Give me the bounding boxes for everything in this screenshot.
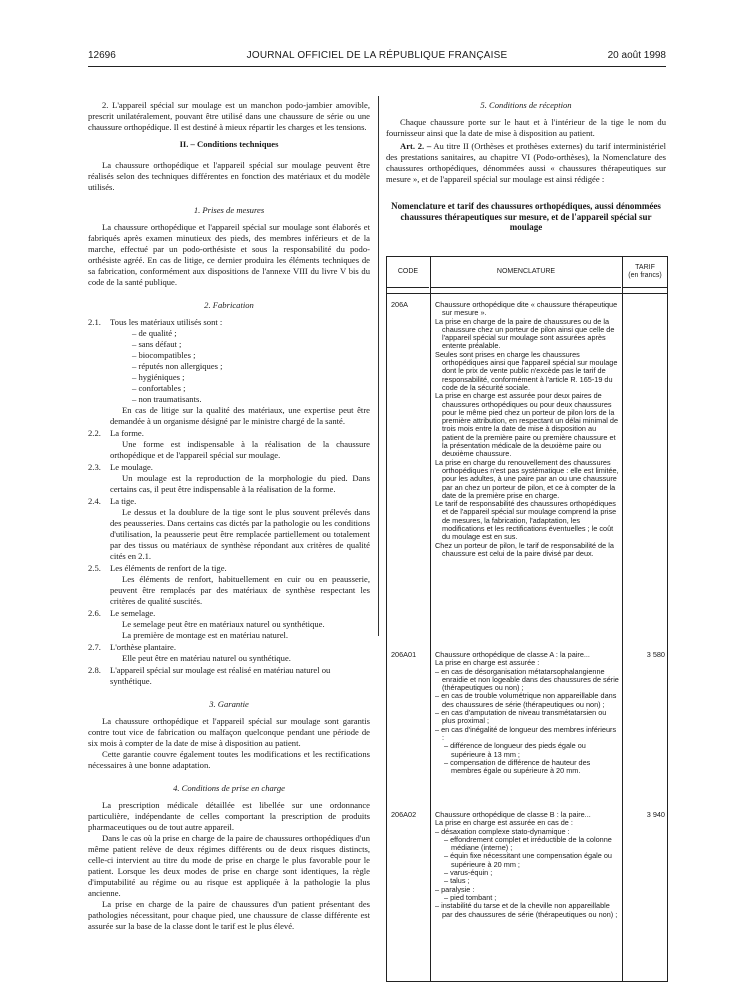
row-paragraph: Chaussure orthopédique dite « chaussure thérapeutique sur mesure ».: [435, 300, 618, 318]
subsection-title-1: 1. Prises de mesures: [193, 205, 265, 215]
item-text: Un moulage est la reproduction de la morphologie du pied. Dans certains cas, il peut être indispensable à la réalisation de la forme.: [110, 473, 370, 494]
nomenclature-table: [386, 256, 668, 982]
subsection-text-4a: La prescription médicale détaillée est libellée sur une ordonnance particulière, indépendante de celles comportant la prescription de produits pharmaceutiques ou de tout autre appareil.: [88, 800, 370, 832]
row-subtitle: La prise en charge est assurée :: [435, 658, 540, 668]
subsection-text-4b: Dans le cas où la prise en charge de la paire de chaussures orthopédiques d'un même patient relève de deux régimes différents ou de deux risques distincts, celle-ci intervient au titre du mode de prise en charge le plus favorable pour le patient. Lorsque les deux modes de prise en charge sont identiques, la règle d'imputabilité au régime ou au risque est appliquée à la pathologie la plus ancienne.: [88, 833, 370, 898]
row-subitem: – effondrement complet et irréductible de la colonne médiane (interne) ;: [444, 834, 612, 853]
item-2-8: [88, 665, 370, 687]
row-paragraph: La prise en charge de la paire de chaussures ou de la chaussure chez un porteur de pilon ainsi que celle de l'appareil spécial sur moulage sont assurées après entente préalable.: [435, 316, 615, 351]
column-rule: [430, 257, 431, 981]
item-heading: L'orthèse plantaire.: [110, 642, 176, 652]
column-rule: [622, 257, 623, 981]
item-heading: Les éléments de renfort de la tige.: [110, 563, 227, 573]
row-description: [435, 301, 619, 558]
subsection-title-4: 4. Conditions de prise en charge: [173, 783, 285, 793]
intro-paragraph: 2. L'appareil spécial sur moulage est un manchon podo-jambier amovible, prescrit unilatéralement, pouvant être utilisé dans une chaussure de série ou une chaussure orthopédique. Il est destiné à mieux répartir les charges et les tensions.: [88, 100, 370, 132]
header-rule: [88, 66, 666, 67]
item-heading: Tous les matériaux utilisés sont :: [110, 317, 223, 327]
page-header: [88, 50, 666, 64]
list-item: – biocompatibles ;: [132, 350, 370, 361]
item-number: 2.6.: [88, 608, 101, 618]
item-text: Elle peut être en matériau naturel ou synthétique.: [122, 653, 291, 663]
subsection-text-3b: Cette garantie couvre également toutes les modifications et les rectifications nécessaires à une bonne adaptation.: [88, 749, 370, 770]
subsection-text-3a: La chaussure orthopédique et l'appareil spécial sur moulage sont garantis contre tout vice de fabrication ou malfaçon quelconque pendant une période de six mois à compter de la date de mise à disposition au patient.: [88, 716, 370, 748]
item-number: 2.5.: [88, 563, 101, 573]
row-description: [435, 651, 619, 775]
item-heading: Le semelage.: [110, 608, 156, 618]
article-text: Au titre II (Orthèses et prothèses externes) du tarif interministériel des prestations sanitaires, au chapitre VI (Podo-orthèses), la Nomenclature des chaussures orthopédiques, dénommées aussi « chaussures thérapeutiques sur mesure », et de l'appareil spécial sur moulage est ainsi rédigée :: [386, 141, 666, 184]
row-paragraph: La prise en charge du renouvellement des chaussures orthopédiques n'est pas systématique : elle est limitée, pour les adultes, à une paire par an ou une chaussure par an chez un porteur de pilon, et ce à compter de la date de la première prise en charge.: [435, 457, 619, 500]
right-column: [386, 100, 666, 233]
row-tarif: 3 580: [646, 650, 665, 659]
list-item: – de qualité ;: [132, 328, 370, 339]
row-paragraph: Seules sont prises en charge les chaussures orthopédiques ainsi que l'appareil spécial sur moulage dont le prix de vente public n'excède pas le tarif de responsabilité, conformément à l'article R. 165-19 du code de la sécurité sociale.: [435, 349, 618, 392]
item-text: L'appareil spécial sur moulage est réalisé en matériau naturel ou synthétique.: [110, 665, 331, 686]
row-item: – en cas d'inégalité de longueur des membres inférieurs :: [435, 724, 617, 742]
row-subitem: – talus ;: [444, 876, 470, 886]
item-text: Une forme est indispensable à la réalisation de la chaussure orthopédique et de l'appareil spécial sur moulage.: [110, 439, 370, 460]
row-subitem: – différence de longueur des pieds égale ou supérieure à 13 mm ;: [444, 741, 586, 759]
item-text: Le semelage peut être en matériaux naturel ou synthétique.: [122, 619, 325, 629]
row-item: – paralysie :: [435, 884, 475, 894]
item-text: Les éléments de renfort, habituellement en cuir ou en peausserie, peuvent être remplacés par des matériaux de synthèse respectant les critères de qualité suscités.: [110, 574, 370, 606]
column-divider: [378, 96, 379, 636]
item-2-3: [88, 462, 370, 473]
row-item: – en cas de désorganisation métatarsophalangienne enraidie et non logeable dans des chaussures de série (thérapeutiques ou non) ;: [435, 666, 619, 693]
section-title: II. – Conditions techniques: [179, 139, 279, 149]
item-heading: La tige.: [110, 496, 137, 506]
item-2-6: [88, 608, 370, 619]
item-text: Le dessus et la doublure de la tige sont le plus souvent prélevés dans des peausseries. Dans certains cas dictés par la pathologie ou les conditions d'utilisation, la peausserie peut être remplacée partiellement ou totalement par des tissus ou matériaux de synthèse répondant aux critères de qualité cités en 2.1.: [110, 507, 370, 561]
row-code: 206A01: [391, 650, 417, 659]
item-number: 2.1.: [88, 317, 101, 327]
item-2-5: [88, 563, 370, 574]
nomenclature-title: Nomenclature et tarif des chaussures orthopédiques, aussi dénommées chaussures thérapeutiques sur mesure, et de l'appareil spécial sur moulage: [391, 201, 661, 232]
row-paragraph: Chez un porteur de pilon, le tarif de responsabilité de la chaussure est celui de la paire divisé par deux.: [435, 540, 614, 558]
item-number: 2.8.: [88, 665, 101, 675]
header-spacer: [387, 287, 667, 294]
publication-date: 20 août 1998: [607, 50, 666, 61]
subsection-text-1: La chaussure orthopédique et l'appareil spécial sur moulage sont élaborés et fabriqués après examen minutieux des pieds, des membres inférieurs et de la marche, effectué par un podo-orthésiste et sous la responsabilité du podo-orthésiste agréé. En cas de litige, ce dernier produira les éléments techniques de sa fabrication, conformément aux dispositions de l'annexe VIII du livre V bis du code de la santé publique.: [88, 222, 370, 287]
section-intro: La chaussure orthopédique et l'appareil spécial sur moulage peuvent être réalisés selon des techniques différentes en fonction des matériaux et du modèle utilisés.: [88, 160, 370, 192]
item-number: 2.2.: [88, 428, 101, 438]
list-item: – réputés non allergiques ;: [132, 361, 370, 372]
row-title: Chaussure orthopédique de classe B : la paire...: [435, 810, 591, 819]
left-column: [88, 100, 370, 932]
item-2-7: [88, 642, 370, 653]
row-item: – en cas d'amputation de niveau transmétatarsien ou plus proximal ;: [435, 708, 607, 726]
header-code: CODE: [387, 257, 429, 288]
row-item: – instabilité du tarse et de la cheville non appareillable par des chaussures de série (thérapeutiques ou non) ;: [435, 901, 618, 919]
item-text: En cas de litige sur la qualité des matériaux, une expertise peut être demandée à un organisme désigné par le ministre chargé de la santé.: [110, 405, 370, 426]
item-number: 2.3.: [88, 462, 101, 472]
row-code: 206A02: [391, 810, 417, 819]
row-description: [435, 811, 619, 919]
subsection-title-5: 5. Conditions de réception: [480, 100, 572, 110]
item-number: 2.7.: [88, 642, 101, 652]
header-tarif-unit: (en francs): [628, 272, 662, 279]
row-subitem: – varus-équin ;: [444, 868, 493, 878]
materials-list: [88, 328, 370, 405]
item-heading: La forme.: [110, 428, 144, 438]
item-2-2: [88, 428, 370, 439]
item-2-4: [88, 496, 370, 507]
item-text: La première de montage est en matériau naturel.: [122, 630, 289, 640]
list-item: – non traumatisants.: [132, 394, 370, 405]
subsection-title-2: 2. Fabrication: [204, 300, 254, 310]
row-item: – désaxation complexe stato-dynamique :: [435, 826, 570, 836]
header-tarif-label: TARIF: [635, 264, 655, 271]
list-item: – hygiéniques ;: [132, 372, 370, 383]
list-item: – confortables ;: [132, 383, 370, 394]
page-number: 12696: [88, 50, 116, 61]
header-tarif: [623, 257, 667, 288]
row-paragraph: La prise en charge est assurée pour deux paires de chaussures orthopédiques ou pour deux chaussures pour le même pied chez un porteur de pilon lors de la première attribution, en respectant un délai minimal de trois mois entre la date de mise à disposition au patient de la première paire ou première chaussure et la présentation médicale de la deuxième paire ou deuxième chaussure.: [435, 391, 619, 459]
item-heading: Le moulage.: [110, 462, 153, 472]
row-item: – en cas de trouble volumétrique non appareillable dans des chaussures de série (thérapeutiques ou non) ;: [435, 691, 617, 709]
list-item: – sans défaut ;: [132, 339, 370, 350]
journal-title: JOURNAL OFFICIEL DE LA RÉPUBLIQUE FRANÇAISE: [246, 50, 508, 61]
header-nomenclature: NOMENCLATURE: [431, 257, 621, 288]
item-number: 2.4.: [88, 496, 101, 506]
row-subitem: – compensation de différence de hauteur des membres égale ou supérieure à 20 mm.: [444, 757, 591, 776]
subsection-title-3: 3. Garantie: [209, 699, 249, 709]
row-subtitle: La prise en charge est assurée en cas de :: [435, 818, 573, 828]
item-2-1: [88, 317, 370, 328]
subsection-text-4c: La prise en charge de la paire de chaussures d'un patient présentant des pathologies nécessitant, pour chaque pied, une chaussure de classe différente est assurée sur la base de la classe dont le tarif est le plus élevé.: [88, 899, 370, 931]
row-title: Chaussure orthopédique de classe A : la paire...: [435, 650, 590, 659]
subsection-text-5: Chaque chaussure porte sur le haut et à l'intérieur de la tige le nom du fournisseur ainsi que la date de mise à disposition au patient.: [386, 117, 666, 138]
article-label: Art. 2. –: [400, 141, 432, 151]
row-code: 206A: [391, 300, 409, 309]
row-subitem: – pied tombant ;: [444, 892, 497, 902]
row-tarif: 3 940: [646, 810, 665, 819]
row-subitem: – équin fixe nécessitant une compensation égale ou supérieure à 20 mm ;: [444, 851, 612, 869]
row-paragraph: Le tarif de responsabilité des chaussures orthopédiques et de l'appareil spécial sur moulage comprend la prise de mesures, la fabrication, l'adaptation, les modifications et les rectifications éventuelles ; le coût du moulage est en sus.: [435, 499, 617, 542]
article-2: [386, 141, 666, 185]
